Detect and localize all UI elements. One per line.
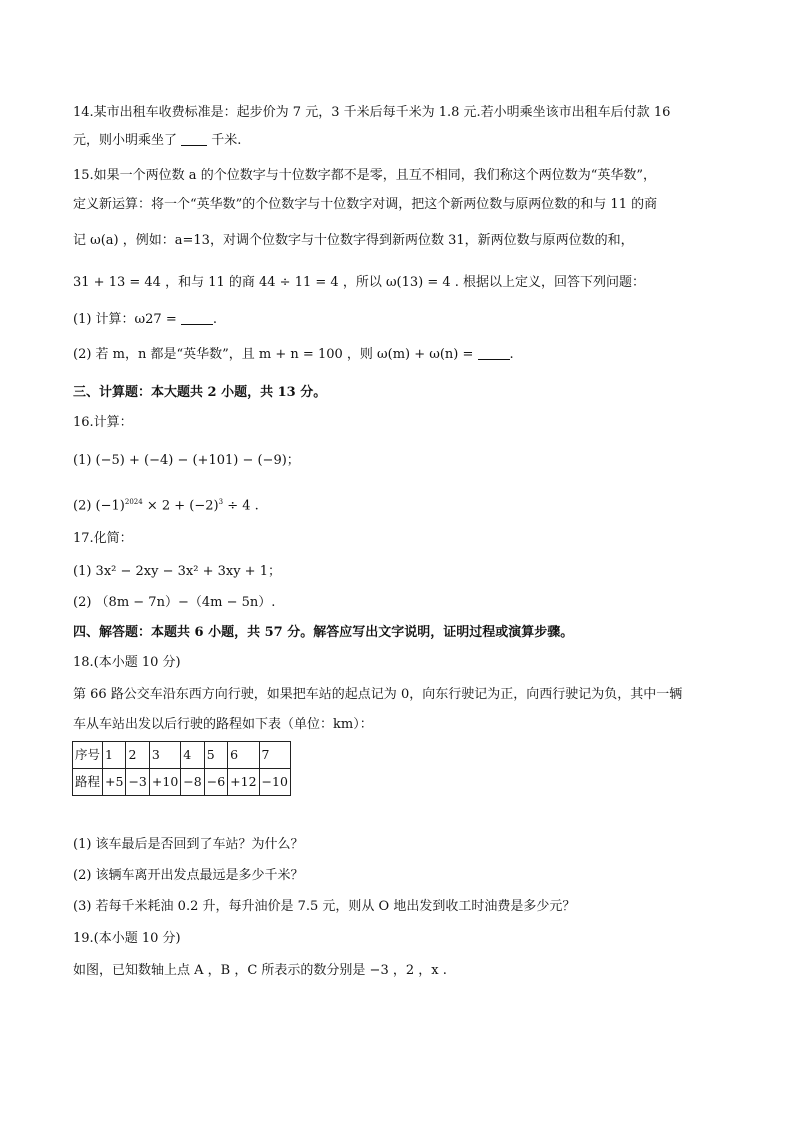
table-cell: 5	[204, 742, 227, 769]
route-table	[72, 741, 291, 796]
table-cell: +5	[103, 769, 126, 796]
q19-title: 19.(本小题 10 分)	[73, 931, 181, 946]
q16-sub1: (1) (−5) + (−4) − (+101) − (−9)；	[73, 453, 300, 468]
q16-title: 16.计算：	[73, 415, 133, 430]
section4-heading: 四、解答题：本题共 6 小题，共 57 分。解答应写出文字说明，证明过程或演算步骤。	[73, 625, 574, 640]
table-cell: −3	[126, 769, 149, 796]
q16-sub2-c: ÷ 4 .	[223, 498, 259, 514]
q15-line3: 记 ω(a) ，例如：a=13，对调个位数字与十位数字得到新两位数 31，新两位数与原两位数的和，	[73, 233, 634, 248]
table-cell: 序号	[73, 742, 103, 769]
table-cell: 4	[181, 742, 204, 769]
q15-sub2	[73, 346, 514, 364]
q18-line1: 第 66 路公交车沿东西方向行驶，如果把车站的起点记为 0，向东行驶记为正，向西行驶记为负，其中一辆	[73, 687, 683, 702]
q15-line2: 定义新运算：将一个“英华数”的个位数字与十位数字对调，把这个新两位数与原两位数的和与 11 的商	[73, 197, 658, 212]
table-cell: +10	[149, 769, 180, 796]
table-cell: 2	[126, 742, 149, 769]
q15-sub1	[73, 311, 217, 329]
table-row	[73, 769, 291, 796]
q14-line2	[73, 132, 241, 150]
q17-title: 17.化简：	[73, 531, 133, 546]
q18-line2: 车从车站出发以后行驶的路程如下表（单位：km）：	[73, 717, 373, 732]
section3-heading: 三、计算题：本大题共 2 小题，共 13 分。	[73, 385, 327, 400]
answer-blank	[181, 311, 213, 325]
q17-sub1: (1) 3x² − 2xy − 3x² + 3xy + 1；	[73, 564, 281, 579]
q15-sub1-end: .	[212, 312, 217, 327]
table-cell: 3	[149, 742, 180, 769]
table-cell: +12	[228, 769, 259, 796]
q15-sub2-end: .	[509, 347, 514, 362]
table-cell: −8	[181, 769, 204, 796]
q14-line2-end: 千米.	[207, 133, 242, 148]
q16-sub2-a: (2) (−1)	[73, 498, 125, 514]
q18-sub1: (1) 该车最后是否回到了车站？为什么？	[73, 837, 304, 852]
q18-sub3: (3) 若每千米耗油 0.2 升，每升油价是 7.5 元，则从 O 地出发到收工时油费是多少元？	[73, 899, 576, 914]
q17-sub2: (2) （8m − 7n）−（4m − 5n）.	[73, 595, 276, 610]
q18-title: 18.(本小题 10 分)	[73, 655, 181, 670]
table-cell: 1	[103, 742, 126, 769]
q15-sub1-text: (1) 计算：ω27 =	[73, 312, 181, 327]
answer-blank	[181, 132, 207, 146]
q16-sub2	[73, 493, 259, 515]
q15-line1: 15.如果一个两位数 a 的个位数字与十位数字都不是零，且互不相同，我们称这个两位数为“英华数”，	[73, 168, 656, 183]
q18-sub2: (2) 该辆车离开出发点最远是多少千米？	[73, 868, 304, 883]
table-cell: −6	[204, 769, 227, 796]
table-cell: 6	[228, 742, 259, 769]
table-cell: −10	[259, 769, 290, 796]
q15-line4: 31 + 13 = 44 ，和与 11 的商 44 ÷ 11 = 4 ，所以 ω(13) = 4 . 根据以上定义，回答下列问题：	[73, 275, 646, 290]
q19-line1: 如图，已知数轴上点 A ，B ，C 所表示的数分别是 −3 ，2 ，x .	[73, 963, 447, 978]
q16-sub2-exp1: 2024	[124, 498, 143, 506]
table-cell: 路程	[73, 769, 103, 796]
q16-sub2-exp2: 3	[218, 498, 224, 506]
answer-blank	[478, 346, 510, 360]
q16-sub2-b: × 2 + (−2)	[142, 498, 219, 514]
table-row	[73, 742, 291, 769]
q14-line1: 14.某市出租车收费标准是：起步价为 7 元，3 千米后每千米为 1.8 元.若小明乘坐该市出租车后付款 16	[73, 105, 671, 120]
table-cell: 7	[259, 742, 290, 769]
q14-line2-text: 元，则小明乘坐了	[73, 133, 182, 148]
q15-sub2-text: (2) 若 m，n 都是“英华数”，且 m + n = 100 ，则 ω(m) + ω(n) =	[73, 347, 478, 362]
